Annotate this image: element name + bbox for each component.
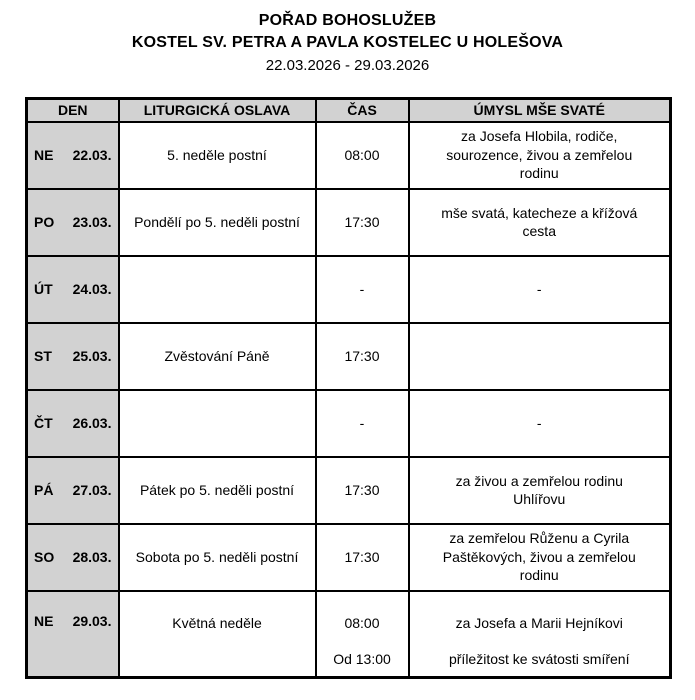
- intention-entry: za Josefa Hlobila, rodiče, sourozence, živou a zemřelou rodinu: [446, 128, 633, 182]
- time-entry: 17:30: [344, 548, 380, 565]
- time-entries: [317, 146, 408, 164]
- table-row: [27, 122, 671, 189]
- document-header: [0, 10, 695, 76]
- schedule-table: [25, 97, 672, 679]
- day-date: 24.03.: [72, 281, 112, 297]
- celebration-cell: Zvěstování Páně: [119, 323, 316, 390]
- day-date: 26.03.: [72, 415, 112, 431]
- table-row: [27, 323, 671, 390]
- day-date: 23.03.: [72, 214, 112, 230]
- time-entries: [317, 481, 408, 499]
- day-date: 25.03.: [72, 348, 112, 364]
- intention-entry: za Josefa a Marii Hejníkovi: [455, 614, 623, 631]
- time-entry: Od 13:00: [333, 651, 391, 668]
- document-title: POŘAD BOHOSLUŽEB: [258, 12, 437, 29]
- day-abbreviation: PÁ: [34, 482, 54, 498]
- table-row: [27, 189, 671, 256]
- intention-entries: [430, 594, 650, 674]
- column-header-liturgicka-oslava: LITURGICKÁ OSLAVA: [119, 99, 316, 122]
- celebration-cell: Pondělí po 5. neděli postní: [119, 189, 316, 256]
- intention-entries: [430, 280, 650, 298]
- time-entries: [317, 548, 408, 566]
- celebration-cell: Květná neděle: [119, 591, 316, 678]
- day-label: [28, 415, 118, 431]
- intention-cell: [409, 390, 671, 457]
- day-cell: [27, 256, 119, 323]
- day-label: [28, 348, 118, 364]
- celebration-cell: 5. neděle postní: [119, 122, 316, 189]
- table-row: [27, 591, 671, 678]
- time-entries: [317, 280, 408, 298]
- time-cell: [316, 457, 409, 524]
- day-label: [28, 613, 118, 629]
- time-cell: [316, 524, 409, 591]
- time-cell: [316, 591, 409, 678]
- intention-entries: [430, 529, 650, 584]
- intention-entry: za živou a zemřelou rodinu Uhlířovu: [455, 472, 623, 507]
- time-entry: 17:30: [344, 347, 380, 364]
- time-entry: 17:30: [344, 213, 380, 230]
- day-date: 27.03.: [72, 482, 112, 498]
- day-label: [28, 147, 118, 163]
- day-abbreviation: NE: [34, 612, 54, 629]
- time-entry: 17:30: [344, 481, 380, 498]
- time-entries: [317, 414, 408, 432]
- time-entries: [317, 213, 408, 231]
- time-entry: -: [359, 414, 365, 431]
- day-cell: [27, 323, 119, 390]
- intention-entries: [430, 472, 650, 509]
- time-entries: [317, 347, 408, 365]
- time-cell: [316, 256, 409, 323]
- intention-cell: [409, 524, 671, 591]
- intention-cell: [409, 256, 671, 323]
- time-entry: 08:00: [344, 614, 380, 631]
- intention-cell: [409, 189, 671, 256]
- time-entries: [317, 594, 408, 674]
- celebration-cell: Sobota po 5. neděli postní: [119, 524, 316, 591]
- celebration-cell: Pátek po 5. neděli postní: [119, 457, 316, 524]
- schedule-document: [0, 10, 695, 679]
- day-cell: [27, 591, 119, 678]
- table-row: [27, 390, 671, 457]
- day-cell: [27, 189, 119, 256]
- table-row: [27, 457, 671, 524]
- intention-entry: -: [536, 414, 542, 431]
- day-abbreviation: ST: [34, 348, 52, 364]
- table-header-row: [27, 99, 671, 122]
- time-entry: -: [359, 280, 365, 297]
- day-abbreviation: ÚT: [34, 281, 53, 297]
- time-cell: [316, 122, 409, 189]
- day-date: 22.03.: [72, 147, 112, 163]
- intention-cell: [409, 591, 671, 678]
- day-cell: [27, 457, 119, 524]
- day-abbreviation: SO: [34, 549, 55, 565]
- day-date: 28.03.: [72, 549, 112, 565]
- celebration-cell: [119, 256, 316, 323]
- column-header-den: DEN: [27, 99, 119, 122]
- intention-entry: příležitost ke svátosti smíření: [448, 651, 630, 668]
- day-abbreviation: NE: [34, 147, 54, 163]
- intention-entries: [430, 204, 650, 241]
- day-date: 29.03.: [72, 612, 112, 629]
- intention-entries: [430, 127, 650, 182]
- day-label: [28, 214, 118, 230]
- column-header-umysl-mse-svate: ÚMYSL MŠE SVATÉ: [409, 99, 671, 122]
- time-entry: 08:00: [344, 146, 380, 163]
- intention-entry: za zemřelou Růženu a Cyrila Paštěkových, živou a zemřelou rodinu: [442, 530, 636, 584]
- intention-entry: mše svatá, katecheze a křížová cesta: [441, 204, 638, 239]
- date-range: 22.03.2026 - 29.03.2026: [265, 57, 430, 74]
- schedule-table-body: [27, 122, 671, 678]
- day-abbreviation: ČT: [34, 415, 53, 431]
- time-cell: [316, 189, 409, 256]
- celebration-cell: [119, 390, 316, 457]
- time-cell: [316, 323, 409, 390]
- day-label: [28, 482, 118, 498]
- day-abbreviation: PO: [34, 214, 55, 230]
- time-cell: [316, 390, 409, 457]
- intention-cell: [409, 323, 671, 390]
- intention-cell: [409, 457, 671, 524]
- table-row: [27, 256, 671, 323]
- intention-entry: -: [536, 280, 542, 297]
- day-cell: [27, 524, 119, 591]
- intention-cell: [409, 122, 671, 189]
- column-header-cas: ČAS: [316, 99, 409, 122]
- day-label: [28, 281, 118, 297]
- table-row: [27, 524, 671, 591]
- church-name: KOSTEL SV. PETRA A PAVLA KOSTELEC U HOLEŠOVA: [131, 34, 564, 51]
- intention-entries: [430, 414, 650, 432]
- day-label: [28, 549, 118, 565]
- day-cell: [27, 122, 119, 189]
- day-cell: [27, 390, 119, 457]
